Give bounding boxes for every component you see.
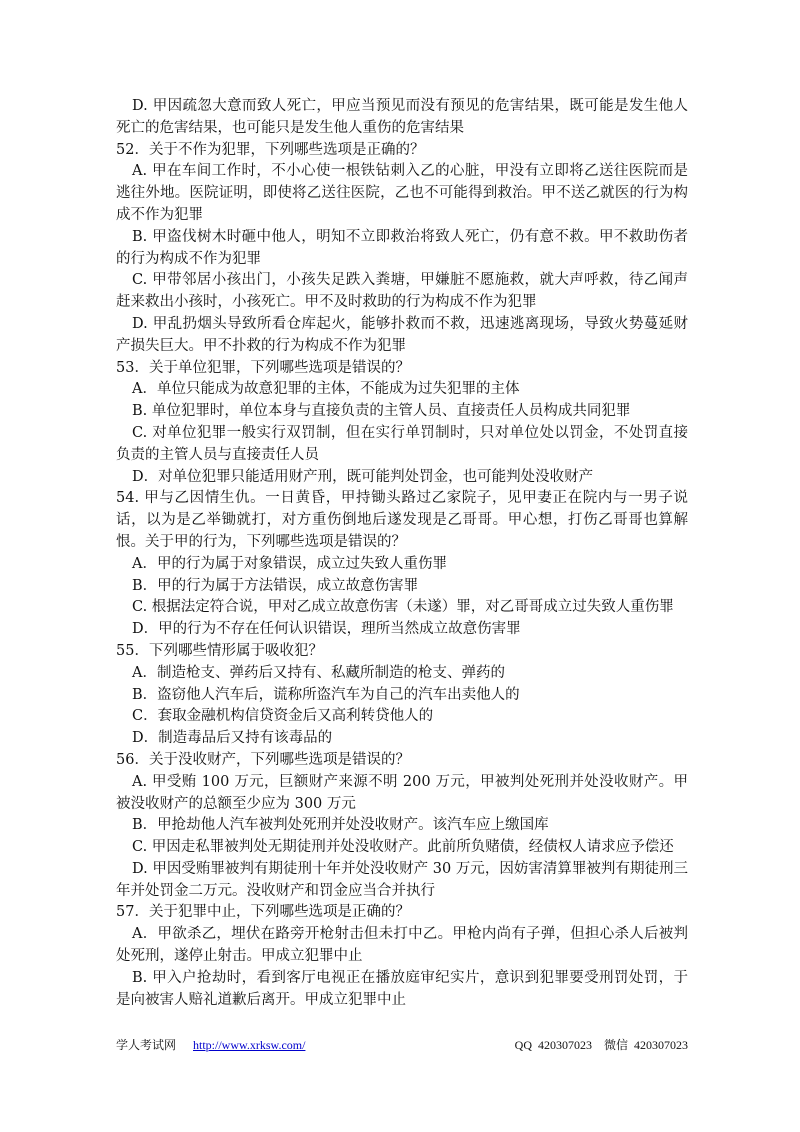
option-text: B．盗窃他人汽车后，谎称所盗汽车为自己的汽车出卖他人的 [132, 686, 520, 703]
option-text: A．单位只能成为故意犯罪的主体，不能成为过失犯罪的主体 [132, 381, 520, 398]
footer-contact: QQ 420307023 微信 420307023 [514, 1038, 688, 1052]
option-text: C. 根据法定符合说，甲对乙成立故意伤害（未遂）罪，对乙哥哥成立过失致人重伤罪 [132, 599, 674, 616]
footer-site-name: 学人考试网 [116, 1038, 177, 1052]
option-text: C. 甲因走私罪被判处无期徒刑并处没收财产。此前所负赌债，经债权人请求应予偿还 [132, 839, 674, 856]
document-body [116, 96, 688, 1011]
option-text: B. 甲盗伐树木时砸中他人，明知不立即救治将致人死亡，仍有意不救。甲不救助伤者的行为构成不作为犯罪 [116, 228, 688, 267]
question-text: 56．关于没收财产，下列哪些选项是错误的？ [116, 751, 410, 768]
option-text: A. 甲受贿 100 万元，巨额财产来源不明 200 万元，甲被判处死刑并处没收财产。甲被没收财产的总额至少应为 300 万元 [116, 773, 688, 812]
option-text: A. 甲在车间工作时，不小心使一根铁钻刺入乙的心脏，甲没有立即将乙送往医院而是逃往外地。医院证明，即使将乙送往医院，乙也不可能得到救治。甲不送乙就医的行为构成不作为犯罪 [116, 163, 688, 223]
option-text: D．对单位犯罪只能适用财产刑，既可能判处罚金，也可能判处没收财产 [132, 468, 594, 485]
option-text: B．甲的行为属于方法错误，成立故意伤害罪 [132, 577, 419, 594]
question-text: 52．关于不作为犯罪，下列哪些选项是正确的？ [116, 141, 425, 158]
option-text: A．制造枪支、弹药后又持有、私藏所制造的枪支、弹药的 [132, 664, 505, 681]
page-footer [116, 1036, 688, 1054]
option-text: D．甲的行为不存在任何认识错误，理所当然成立故意伤害罪 [132, 621, 521, 638]
option-text: D. 甲乱扔烟头导致所看仓库起火，能够扑救而不救，迅速逃离现场，导致火势蔓延财产损失巨大。甲不扑救的行为构成不作为犯罪 [116, 315, 688, 354]
option-text: D．制造毒品后又持有该毒品的 [132, 730, 333, 747]
option-text: B．甲抢劫他人汽车被判处死刑并处没收财产。该汽车应上缴国库 [132, 817, 549, 834]
option-text: A．甲的行为属于对象错误，成立过失致人重伤罪 [132, 555, 447, 572]
footer-site-link[interactable]: http://www.xrksw.com/ [193, 1038, 306, 1052]
option-text: A．甲欲杀乙，埋伏在路旁开枪射击但未打中乙。甲枪内尚有子弹，但担心杀人后被判处死刑，遂停止射击。甲成立犯罪中止 [116, 926, 688, 965]
option-text: C．套取金融机构信贷资金后又高利转贷他人的 [132, 708, 434, 725]
option-text: C. 甲带邻居小孩出门，小孩失足跌入粪塘，甲嫌脏不愿施救，就大声呼救，待乙闻声赶来救出小孩时，小孩死亡。甲不及时救助的行为构成不作为犯罪 [116, 272, 688, 311]
question-text: 54. 甲与乙因情生仇。一日黄昏，甲持锄头路过乙家院子，见甲妻正在院内与一男子说话，以为是乙举锄就打，对方重伤倒地后遂发现是乙哥哥。甲心想，打伤乙哥哥也算解恨。关于甲的行为，下列哪些选项是错误的？ [116, 490, 688, 550]
option-text: D. 甲因疏忽大意而致人死亡，甲应当预见而没有预见的危害结果，既可能是发生他人死亡的危害结果，也可能只是发生他人重伤的危害结果 [116, 98, 688, 136]
question-text: 57．关于犯罪中止，下列哪些选项是正确的？ [116, 904, 410, 921]
option-text: B. 甲入户抢劫时，看到客厅电视正在播放庭审纪实片，意识到犯罪要受刑罚处罚，于是向被害人赔礼道歉后离开。甲成立犯罪中止 [116, 969, 688, 1008]
option-text: C. 对单位犯罪一般实行双罚制，但在实行单罚制时，只对单位处以罚金，不处罚直接负责的主管人员与直接责任人员 [116, 424, 688, 463]
question-text: 55．下列哪些情形属于吸收犯？ [116, 642, 323, 659]
option-text: D. 甲因受贿罪被判有期徒刑十年并处没收财产 30 万元，因妨害清算罪被判有期徒刑三年并处罚金二万元。没收财产和罚金应当合并执行 [116, 860, 688, 899]
question-text: 53．关于单位犯罪，下列哪些选项是错误的？ [116, 359, 410, 376]
option-text: B. 单位犯罪时，单位本身与直接负责的主管人员、直接责任人员构成共同犯罪 [132, 403, 631, 420]
